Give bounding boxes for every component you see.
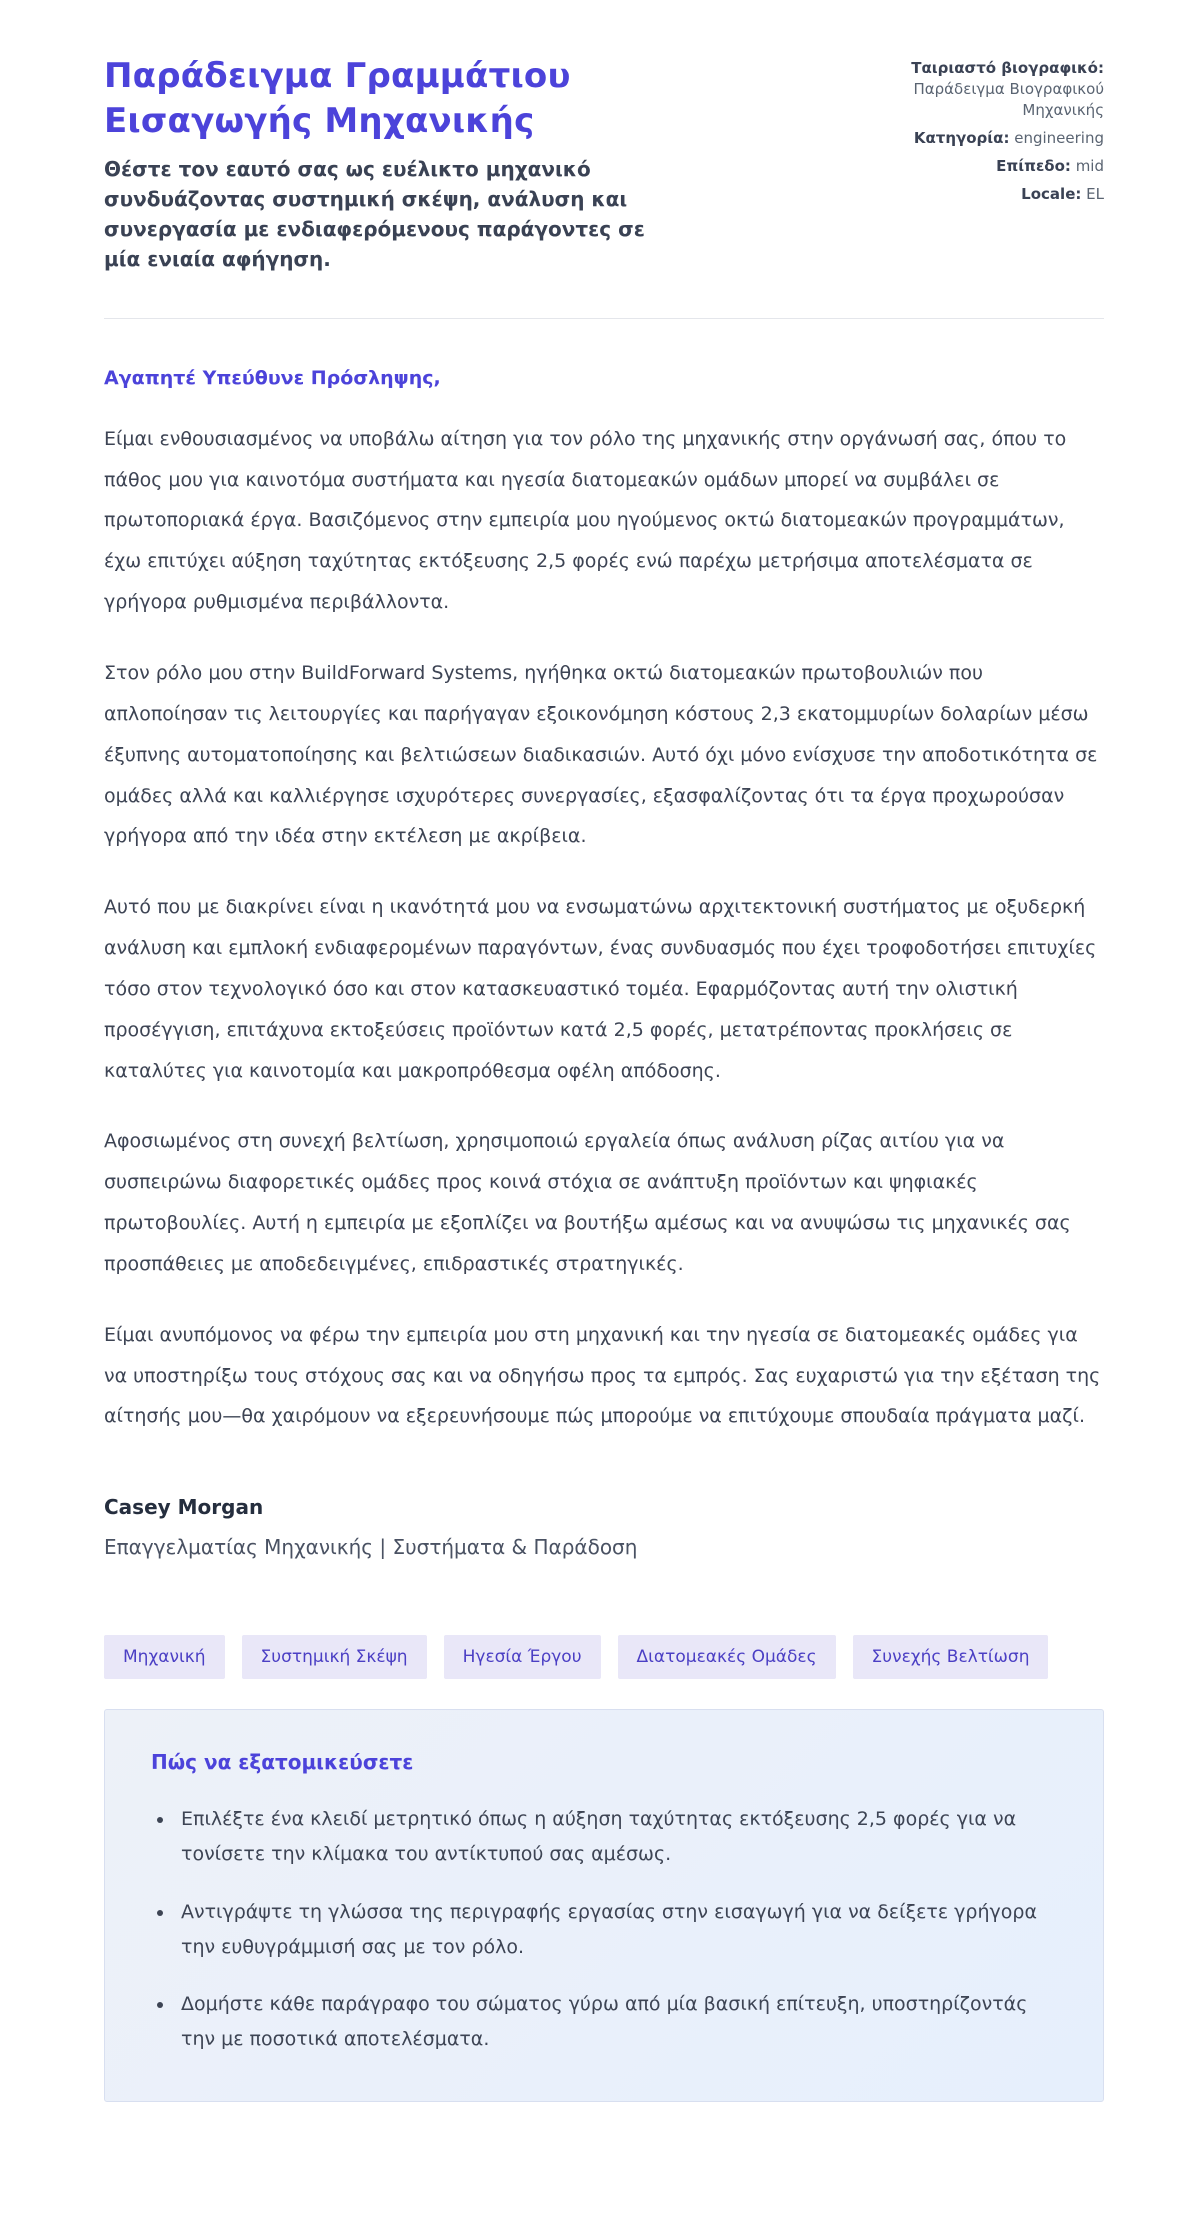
meta-locale-value: EL	[1086, 185, 1104, 203]
meta-matching-resume-value: Παράδειγμα Βιογραφικού Μηχανικής	[913, 80, 1104, 119]
letter-paragraph-1: Είμαι ενθουσιασμένος να υποβάλω αίτηση για τον ρόλο της μηχανικής στην οργάνωσή σας, όπου το πάθος μου για καινοτόμα συστήματα και ηγεσία διατομεακών ομάδων μπορεί να συμβάλει σε πρωτοποριακά έργα. Βασιζόμενος στην εμπειρία μου ηγούμενος οκτώ διατομεακών προγραμμάτων, έχω επιτύχει αύξηση ταχύτητας εκτόξευσης 2,5 φορές ενώ παρέχω μετρήσιμα αποτελέσματα σε γρήγορα ρυθμισμένα περιβάλλοντα.	[104, 427, 1067, 614]
letter-greeting: Αγαπητέ Υπεύθυνε Πρόσληψης,	[104, 366, 441, 389]
meta-matching-resume	[899, 58, 1104, 121]
meta-locale-label: Locale:	[1021, 185, 1082, 203]
meta-matching-resume-label: Ταιριαστό βιογραφικό:	[911, 59, 1104, 77]
skill-tag-continuous-improvement: Συνεχής Βελτίωση	[853, 1635, 1049, 1679]
skill-tag-systems-thinking: Συστημική Σκέψη	[242, 1635, 427, 1679]
page-header	[104, 54, 1104, 274]
signature-name: Casey Morgan	[104, 1495, 264, 1520]
tips-list	[151, 1802, 1057, 2057]
letter-paragraph-5: Είμαι ανυπόμονος να φέρω την εμπειρία μου στη μηχανική και την ηγεσία σε διατομεακές ομάδες για να υποστηρίξω τους στόχους σας και να οδηγήσω προς τα εμπρός. Σας ευχαριστώ για την εξέταση της αίτησής μου—θα χαιρόμουν να εξερευνήσουμε πώς μπορούμε να επιτύχουμε σπουδαία πράγματα μαζί.	[104, 1323, 1101, 1428]
skill-tags-row	[104, 1635, 1104, 1679]
tip-item-2: • Αντιγράψτε τη γλώσσα της περιγραφής εργασίας στην εισαγωγή για να δείξετε γρήγορα την ευθυγράμμισή σας με τον ρόλο.	[175, 1895, 1057, 1965]
meta-category-label: Κατηγορία:	[913, 129, 1010, 147]
page-title: Παράδειγμα Γραμμάτιου Εισαγωγής Μηχανικής	[104, 56, 571, 141]
meta-level-value: mid	[1075, 157, 1104, 175]
tip-item-1: • Επιλέξτε ένα κλειδί μετρητικό όπως η αύξηση ταχύτητας εκτόξευσης 2,5 φορές για να τονίσετε την κλίμακα του αντίκτυπού σας αμέσως.	[175, 1802, 1057, 1872]
header-divider	[104, 318, 1104, 319]
meta-locale	[899, 184, 1104, 205]
signature-title: Επαγγελματίας Μηχανικής | Συστήματα & Παράδοση	[104, 1535, 638, 1560]
page-subtitle: Θέστε τον εαυτό σας ως ευέλικτο μηχανικό συνδυάζοντας συστημική σκέψη, ανάλυση και συνεργασία με ενδιαφερόμενους παράγοντες σε μία ενιαία αφήγηση.	[104, 156, 645, 271]
meta-level	[899, 156, 1104, 177]
header-title-block	[104, 54, 704, 274]
letter-body	[104, 367, 1104, 1560]
meta-level-label: Επίπεδο:	[996, 157, 1071, 175]
skill-tag-cross-functional-teams: Διατομεακές Ομάδες	[618, 1635, 836, 1679]
letter-paragraph-2: Στον ρόλο μου στην BuildForward Systems, ηγήθηκα οκτώ διατομεακών πρωτοβουλιών που απλοποίησαν τις λειτουργίες και παρήγαγαν εξοικονόμηση κόστους 2,3 εκατομμυρίων δολαρίων μέσω έξυπνης αυτοματοποίησης και βελτιώσεων διαδικασιών. Αυτό όχι μόνο ενίσχυσε την αποδοτικότητα σε ομάδες αλλά και καλλιέργησε ισχυρότερες συνεργασίες, εξασφαλίζοντας ότι τα έργα προχωρούσαν γρήγορα από την ιδέα στην εκτέλεση με ακρίβεια.	[104, 661, 1098, 848]
tip-item-3: • Δομήστε κάθε παράγραφο του σώματος γύρω από μία βασική επίτευξη, υποστηρίζοντάς την με ποσοτικά αποτελέσματα.	[175, 1987, 1057, 2057]
skill-tag-engineering: Μηχανική	[104, 1635, 225, 1679]
meta-category	[899, 128, 1104, 149]
letter-paragraph-3: Αυτό που με διακρίνει είναι η ικανότητά μου να ενσωματώνω αρχιτεκτονική συστήματος με οξυδερκή ανάλυση και εμπλοκή ενδιαφερομένων παραγόντων, ένας συνδυασμός που έχει τροφοδοτήσει επιτυχίες τόσο στον τεχνολογικό όσο και στον κατασκευαστικό τομέα. Εφαρμόζοντας αυτή την ολιστική προσέγγιση, επιτάχυνα εκτοξεύσεις προϊόντων κατά 2,5 φορές, μετατρέποντας προκλήσεις σε καταλύτες για καινοτομία και μακροπρόθεσμα οφέλη απόδοσης.	[104, 896, 1097, 1082]
tips-heading: Πώς να εξατομικεύσετε	[151, 1750, 414, 1775]
letter-paragraph-4: Αφοσιωμένος στη συνεχή βελτίωση, χρησιμοποιώ εργαλεία όπως ανάλυση ρίζας αιτίου για να συσπειρώνω διαφορετικές ομάδες προς κοινά στόχια σε ανάπτυξη προϊόντων και ψηφιακές πρωτοβουλίες. Αυτή η εμπειρία με εξοπλίζει να βουτήξω αμέσως και να ανυψώσω τις μηχανικές σας προσπάθειες με αποδεδειγμένες, επιδραστικές στρατηγικές.	[104, 1130, 1071, 1275]
personalization-tips-box	[104, 1709, 1104, 2102]
skill-tag-project-leadership: Ηγεσία Έργου	[444, 1635, 601, 1679]
header-metadata	[899, 54, 1104, 212]
meta-category-value: engineering	[1014, 129, 1104, 147]
